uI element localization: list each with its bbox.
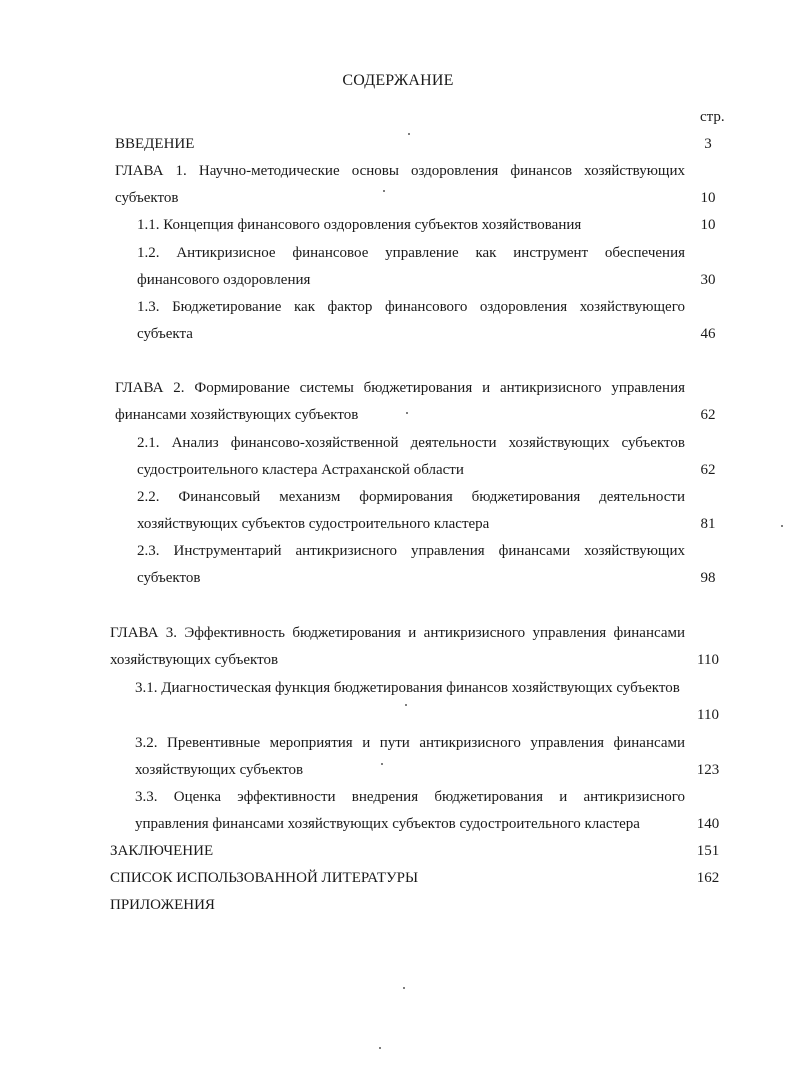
toc-entry-page: 151 (696, 843, 720, 859)
toc-entry-text: 2.1. Анализ финансово-хозяйственной деятельности хозяйствующих субъектов судостроительного кластера Астраханской области (137, 435, 685, 478)
toc-entry-text: 2.2. Финансовый механизм формирования бюджетирования деятельности хозяйствующих субъектов судостроительного кластера (137, 489, 685, 532)
toc-entry-page: 123 (696, 762, 720, 778)
toc-entry-text: 1.1. Концепция финансового оздоровления субъектов хозяйствования (137, 217, 582, 233)
toc-entry-text: 3.1. Диагностическая функция бюджетирования финансов хозяйствующих субъектов (135, 680, 680, 696)
scan-speck (381, 763, 383, 765)
scan-speck (408, 133, 410, 135)
pages-column-header: стр. (700, 109, 725, 125)
toc-entry-page: 10 (700, 217, 716, 233)
toc-entry-text: ГЛАВА 2. Формирование системы бюджетирования и антикризисного управления финансами хозяйствующих субъектов (115, 380, 685, 423)
toc-entry-page: 3 (704, 136, 712, 152)
scan-speck (379, 1047, 381, 1049)
toc-title: СОДЕРЖАНИЕ (342, 72, 454, 89)
toc-entry-text: 1.3. Бюджетирование как фактор финансового оздоровления хозяйствующего субъекта (137, 299, 685, 342)
scan-speck (383, 190, 385, 192)
toc-entry-page: 62 (700, 462, 716, 478)
toc-entry-page: 62 (700, 407, 716, 423)
toc-entry-page: 162 (696, 870, 720, 886)
toc-entry-page: 98 (700, 570, 716, 586)
toc-entry-page: 140 (696, 816, 720, 832)
scan-speck (406, 412, 408, 414)
scan-speck (403, 987, 405, 989)
toc-entry-text: 3.2. Превентивные мероприятия и пути антикризисного управления финансами хозяйствующих субъектов (135, 735, 685, 778)
toc-entry-page: 46 (700, 326, 716, 342)
toc-entry-text: СПИСОК ИСПОЛЬЗОВАННОЙ ЛИТЕРАТУРЫ (110, 870, 419, 886)
toc-entry-page: 81 (700, 516, 716, 532)
scan-speck (781, 525, 783, 527)
toc-entry-text: ЗАКЛЮЧЕНИЕ (110, 843, 214, 859)
toc-entry-text: ГЛАВА 1. Научно-методические основы оздоровления финансов хозяйствующих субъектов (115, 163, 685, 206)
toc-entry-page: 30 (700, 272, 716, 288)
toc-entry-text: 3.3. Оценка эффективности внедрения бюджетирования и антикризисного управления финансами хозяйствующих субъектов судостроительного кластера (135, 789, 685, 832)
toc-entry-text: ВВЕДЕНИЕ (115, 136, 195, 152)
scan-speck (405, 704, 407, 706)
toc-entry-page: 10 (700, 190, 716, 206)
toc-entry-text: 2.3. Инструментарий антикризисного управления финансами хозяйствующих субъектов (137, 543, 685, 586)
toc-entry-text: ГЛАВА 3. Эффективность бюджетирования и антикризисного управления финансами хозяйствующих субъектов (110, 625, 685, 668)
toc-entry-page: 110 (697, 652, 719, 668)
toc-entry-text: ПРИЛОЖЕНИЯ (110, 897, 215, 913)
toc-entry-page: 110 (697, 707, 719, 723)
toc-entry-text: 1.2. Антикризисное финансовое управление как инструмент обеспечения финансового оздоровления (137, 245, 685, 288)
